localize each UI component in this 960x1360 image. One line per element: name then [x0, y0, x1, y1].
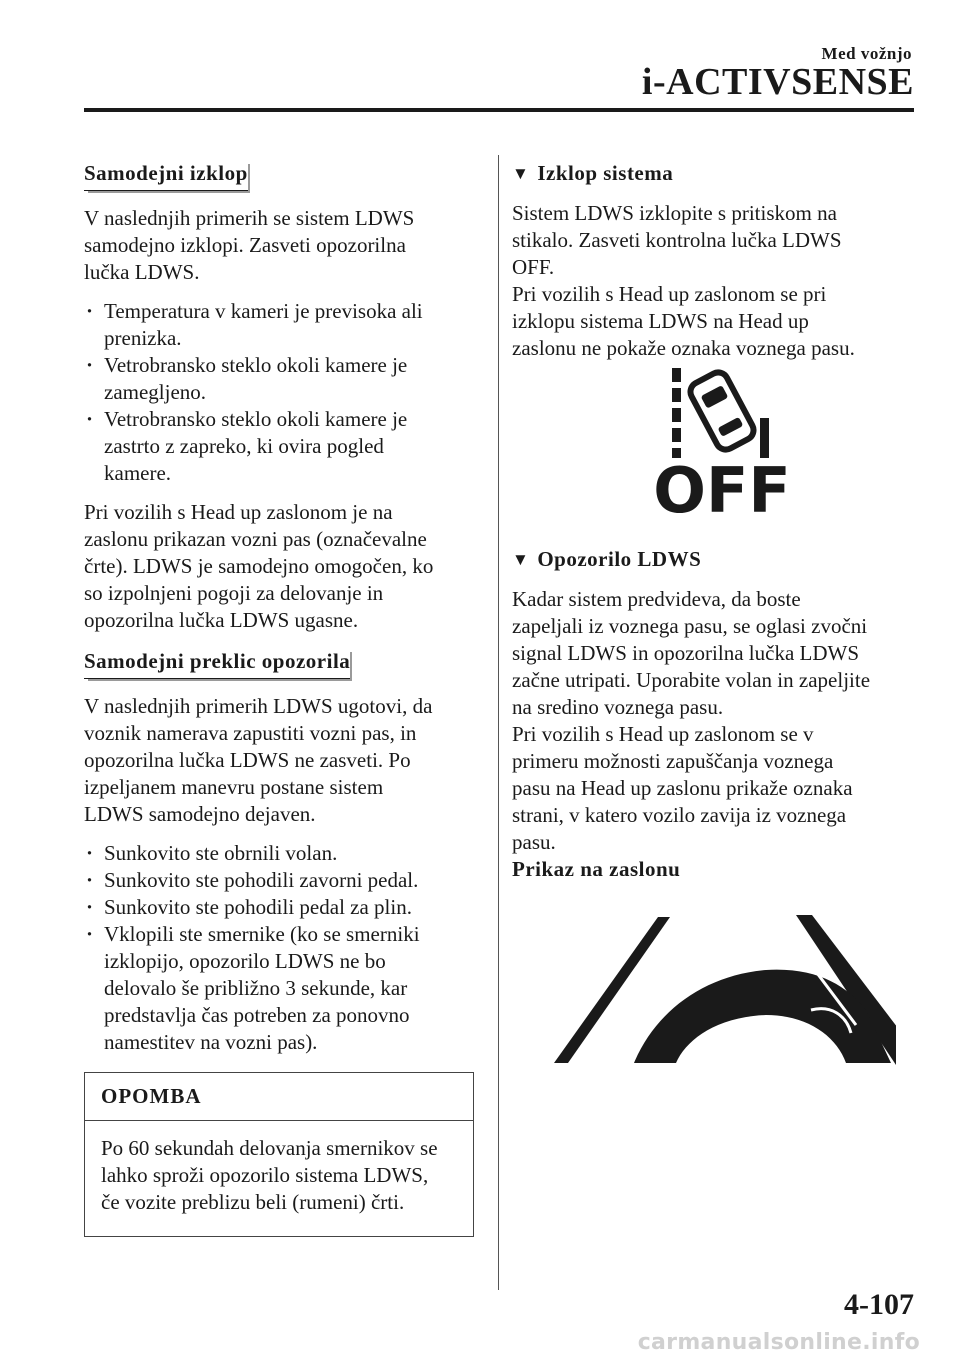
auto-cancel-intro: V naslednjih primerih LDWS ugotovi, da voznik namerava zapustiti vozni pas, in opozorilna lučka LDWS ne zasveti. Po izpeljanem manevru postane sistem LDWS samodejno dejaven. [84, 694, 433, 826]
note-text: Po 60 sekundah delovanja smernikov se lahko sproži opozorilo sistema LDWS, če vozite preblizu beli (rumeni) črti. [101, 1136, 438, 1214]
lane-dash [672, 408, 681, 422]
list-item: · Vetrobransko steklo okoli kamere je zastrto z zapreko, ki ovira pogled kamere. [84, 406, 474, 487]
list-item: · Vetrobransko steklo okoli kamere je zamegljeno. [84, 352, 474, 406]
column-divider [498, 155, 499, 1290]
left-column [84, 158, 474, 1237]
triangle-down-icon: ▼ [512, 550, 530, 569]
lane-dash [672, 388, 681, 402]
lane-dash [672, 428, 681, 442]
list-item: · Sunkovito ste obrnili volan. [84, 840, 474, 867]
auto-off-heading: Samodejni izklop [84, 160, 248, 191]
watermark: carmanualsonline.info [637, 1330, 920, 1355]
hud-lane-departure-illustration [546, 915, 896, 1065]
note-title: OPOMBA [85, 1073, 473, 1121]
system-off-heading [512, 160, 917, 188]
header-section: Med vožnjo [821, 44, 912, 63]
system-off-title: Izklop sistema [537, 161, 674, 185]
list-item: · Sunkovito ste pohodili zavorni pedal. [84, 867, 474, 894]
auto-cancel-heading: Samodejni preklic opozorila [84, 648, 350, 679]
header-chapter: i-ACTIVSENSE [641, 61, 914, 103]
page-number: 4-107 [844, 1288, 914, 1321]
warning-text: Kadar sistem predvideva, da boste zapeljali iz voznega pasu, se oglasi zvočni signal LDWS in opozorilna lučka LDWS začne utripati. Uporabite volan in zapeljite na sredino voznega pasu. Pri vozilih s Head up zaslonom se v primeru možnosti zapuščanja voznega pasu na Head up zaslonu prikaže oznaka strani, v katero vozilo zavija iz voznega pasu. [512, 587, 871, 854]
list-item: · Temperatura v kameri je previsoka ali prenizka. [84, 298, 474, 352]
car-top-view-icon [687, 369, 757, 453]
warning-title: Opozorilo LDWS [537, 547, 702, 571]
list-item: · Vklopili ste smernike (ko se smerniki izklopijo, opozorilo LDWS ne bo delovalo še približno 3 sekunde, kar predstavlja čas potreben za ponovno namestitev na vozni pas). [84, 921, 474, 1056]
warning-heading [512, 546, 917, 574]
system-off-text: Sistem LDWS izklopite s pritiskom na stikalo. Zasveti kontrolna lučka LDWS OFF. Pri vozilih s Head up zaslonom se pri izklopu sistema LDWS na Head up zaslonu ne pokaže oznaka voznega pasu. [512, 201, 855, 360]
ldws-off-indicator-icon [652, 366, 792, 516]
auto-off-hud-text: Pri vozilih s Head up zaslonom je na zaslonu prikazan vozni pas (označevalne črte). LDWS je samodejno omogočen, ko so izpolnjeni pogoji za delovanje in opozorilna lučka LDWS ugasne. [84, 500, 434, 632]
off-label: OFF [653, 454, 791, 516]
note-box [84, 1072, 474, 1237]
triangle-down-icon: ▼ [512, 164, 530, 183]
auto-off-intro: V naslednjih primerih se sistem LDWS samodejno izklopi. Zasveti opozorilna lučka LDWS. [84, 206, 415, 284]
lane-dash [672, 368, 681, 382]
lane-solid [760, 418, 769, 458]
right-column [512, 158, 917, 1065]
auto-cancel-list [84, 840, 474, 1056]
display-label: Prikaz na zaslonu [512, 857, 681, 881]
header-rule [84, 108, 914, 112]
list-item: · Sunkovito ste pohodili pedal za plin. [84, 894, 474, 921]
auto-off-list [84, 298, 474, 487]
